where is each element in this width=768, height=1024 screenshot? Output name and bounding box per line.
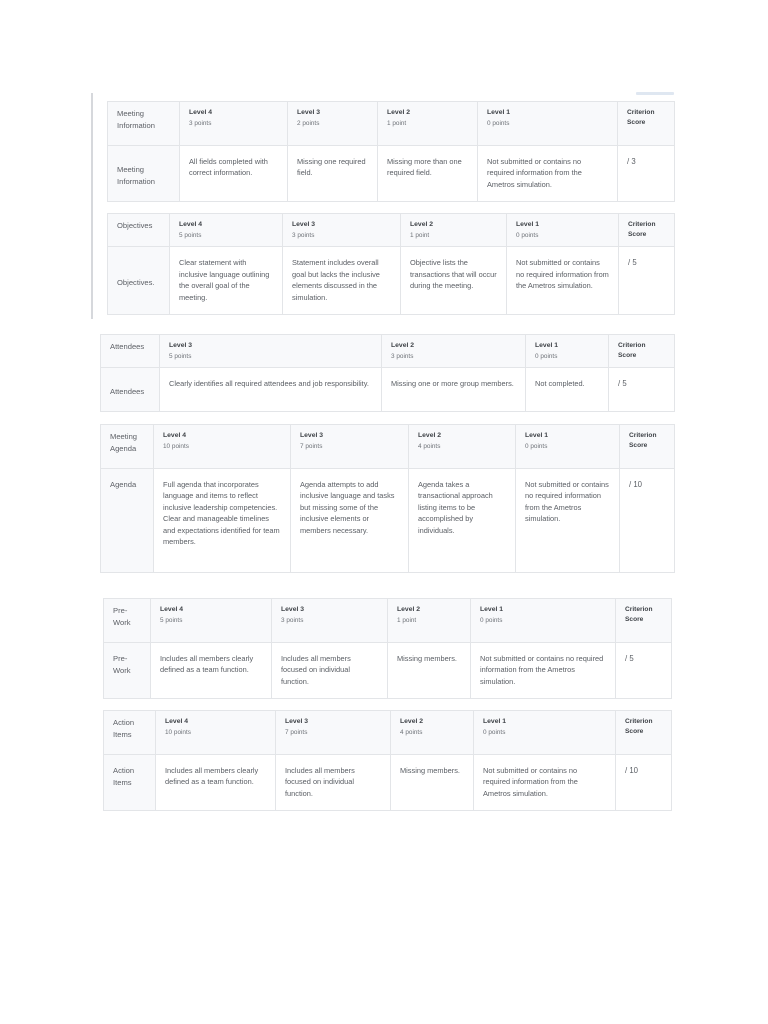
level-points: 1 point [410, 231, 430, 239]
level-header [272, 599, 388, 643]
level-description: Missing members. [388, 643, 471, 699]
rubric-header-row [108, 214, 675, 247]
criterion-score-label: Criterion Score [629, 432, 657, 449]
level-header [471, 599, 616, 643]
level-header [382, 335, 526, 368]
criterion-score-header [609, 335, 675, 368]
criterion-name: Attendees [101, 335, 160, 368]
level-header [507, 214, 619, 247]
level-points: 0 points [483, 728, 506, 736]
criterion-score[interactable]: / 5 [609, 368, 675, 412]
level-name: Level 1 [516, 221, 540, 228]
rubric-header-row [108, 102, 675, 146]
level-header [288, 102, 378, 146]
level-points: 5 points [179, 231, 202, 239]
level-points: 1 point [397, 616, 417, 624]
level-name: Level 2 [410, 221, 434, 228]
level-description: Includes all members focused on individual function. [272, 643, 388, 699]
level-points: 5 points [160, 616, 183, 624]
level-header [388, 599, 471, 643]
level-points: 4 points [418, 442, 441, 450]
level-name: Level 1 [535, 342, 559, 349]
criterion-name: Pre-Work [104, 599, 151, 643]
rubric-meeting-information [107, 101, 675, 202]
level-header [391, 711, 474, 755]
level-points: 0 points [525, 442, 548, 450]
criterion-score[interactable]: / 5 [619, 247, 675, 315]
level-name: Level 1 [525, 432, 549, 439]
level-points: 7 points [285, 728, 308, 736]
level-description: Full agenda that incorporates language and items to reflect inclusive leadership competencies. Clear and manageable timelines and expectations identified for team members. [154, 469, 291, 573]
level-header [151, 599, 272, 643]
level-description: Missing members. [391, 755, 474, 811]
level-points: 2 points [297, 119, 320, 127]
level-points: 1 point [387, 119, 407, 127]
level-header [180, 102, 288, 146]
rubric-body-row [104, 643, 672, 699]
level-header [160, 335, 382, 368]
level-description: Includes all members clearly defined as a team function. [151, 643, 272, 699]
criterion-score[interactable]: / 10 [620, 469, 675, 573]
level-header [474, 711, 616, 755]
level-points: 0 points [516, 231, 539, 239]
level-points: 0 points [535, 352, 558, 360]
rubric-header-row [104, 711, 672, 755]
level-name: Level 4 [163, 432, 187, 439]
criterion-score-header [616, 711, 672, 755]
rubric-objectives [107, 213, 675, 315]
level-name: Level 2 [391, 342, 415, 349]
level-description: All fields completed with correct information. [180, 146, 288, 202]
level-description: Not completed. [526, 368, 609, 412]
level-description: Agenda attempts to add inclusive language and tasks but missing some of the inclusive elements or members necessary. [291, 469, 409, 573]
level-name: Level 4 [165, 718, 189, 725]
level-name: Level 4 [160, 606, 184, 613]
level-points: 10 points [165, 728, 191, 736]
level-name: Level 1 [483, 718, 507, 725]
criterion-score-header [616, 599, 672, 643]
level-name: Level 2 [418, 432, 442, 439]
criterion-score[interactable]: / 10 [616, 755, 672, 811]
level-name: Level 3 [169, 342, 193, 349]
level-name: Level 4 [189, 109, 213, 116]
row-label: Attendees [101, 368, 160, 412]
level-name: Level 2 [397, 606, 421, 613]
rubric-body-row [108, 146, 675, 202]
level-points: 3 points [292, 231, 315, 239]
rubric-body-row [108, 247, 675, 315]
level-name: Level 4 [179, 221, 203, 228]
level-points: 0 points [480, 616, 503, 624]
level-points: 3 points [189, 119, 212, 127]
level-description: Clearly identifies all required attendees and job responsibility. [160, 368, 382, 412]
level-name: Level 2 [400, 718, 424, 725]
level-name: Level 3 [285, 718, 309, 725]
level-name: Level 1 [480, 606, 504, 613]
level-name: Level 1 [487, 109, 511, 116]
level-name: Level 3 [297, 109, 321, 116]
level-description: Not submitted or contains no required information from the Ametros simulation. [507, 247, 619, 315]
level-points: 3 points [391, 352, 414, 360]
level-description: Not submitted or contains no required information from the Ametros simulation. [478, 146, 618, 202]
criterion-score-label: Criterion Score [627, 109, 655, 126]
row-label: Pre-Work [104, 643, 151, 699]
level-description: Includes all members clearly defined as a team function. [156, 755, 276, 811]
criterion-score-header [620, 425, 675, 469]
row-label: Action Items [104, 755, 156, 811]
row-label: Meeting Information [108, 146, 180, 202]
row-label: Agenda [101, 469, 154, 573]
level-header [526, 335, 609, 368]
rubric-action-items [103, 710, 672, 811]
rubric-body-row [104, 755, 672, 811]
level-description: Statement includes overall goal but lacks the inclusive elements discussed in the simulation. [283, 247, 401, 315]
criterion-name: Action Items [104, 711, 156, 755]
criterion-score[interactable]: / 3 [618, 146, 675, 202]
criterion-score-label: Criterion Score [625, 718, 653, 735]
level-header [378, 102, 478, 146]
criterion-score-header [619, 214, 675, 247]
criterion-name: Meeting Information [108, 102, 180, 146]
rubric-meeting-agenda [100, 424, 675, 573]
level-header [291, 425, 409, 469]
level-description: Clear statement with inclusive language outlining the overall goal of the meeting. [170, 247, 283, 315]
rubric-header-row [101, 335, 675, 368]
level-description: Missing one required field. [288, 146, 378, 202]
level-header [156, 711, 276, 755]
level-header [409, 425, 516, 469]
level-name: Level 3 [292, 221, 316, 228]
criterion-score-label: Criterion Score [618, 342, 646, 359]
criterion-name: Meeting Agenda [101, 425, 154, 469]
level-name: Level 2 [387, 109, 411, 116]
rubric-attendees [100, 334, 675, 412]
level-name: Level 3 [300, 432, 324, 439]
rubric-pre-work [103, 598, 672, 699]
level-points: 3 points [281, 616, 304, 624]
rubric-header-row [104, 599, 672, 643]
level-header [170, 214, 283, 247]
level-header [401, 214, 507, 247]
level-description: Missing more than one required field. [378, 146, 478, 202]
level-points: 5 points [169, 352, 192, 360]
level-description: Not submitted or contains no required information from the Ametros simulation. [516, 469, 620, 573]
criterion-score-label: Criterion Score [625, 606, 653, 623]
level-points: 10 points [163, 442, 189, 450]
level-header [276, 711, 391, 755]
left-accent-bar [91, 93, 93, 319]
top-decoration-line [636, 92, 674, 95]
level-header [516, 425, 620, 469]
level-description: Objective lists the transactions that will occur during the meeting. [401, 247, 507, 315]
level-header [154, 425, 291, 469]
level-description: Not submitted or contains no required information from the Ametros simulation. [471, 643, 616, 699]
level-description: Includes all members focused on individual function. [276, 755, 391, 811]
criterion-score[interactable]: / 5 [616, 643, 672, 699]
level-header [283, 214, 401, 247]
level-points: 4 points [400, 728, 423, 736]
level-description: Agenda takes a transactional approach listing items to be accomplished by individuals. [409, 469, 516, 573]
rubric-body-row [101, 469, 675, 573]
level-header [478, 102, 618, 146]
criterion-score-header [618, 102, 675, 146]
criterion-score-label: Criterion Score [628, 221, 656, 238]
level-name: Level 3 [281, 606, 305, 613]
level-description: Missing one or more group members. [382, 368, 526, 412]
level-description: Not submitted or contains no required information from the Ametros simulation. [474, 755, 616, 811]
level-points: 7 points [300, 442, 323, 450]
level-points: 0 points [487, 119, 510, 127]
rubric-header-row [101, 425, 675, 469]
criterion-name: Objectives [108, 214, 170, 247]
rubric-body-row [101, 368, 675, 412]
row-label: Objectives. [108, 247, 170, 315]
